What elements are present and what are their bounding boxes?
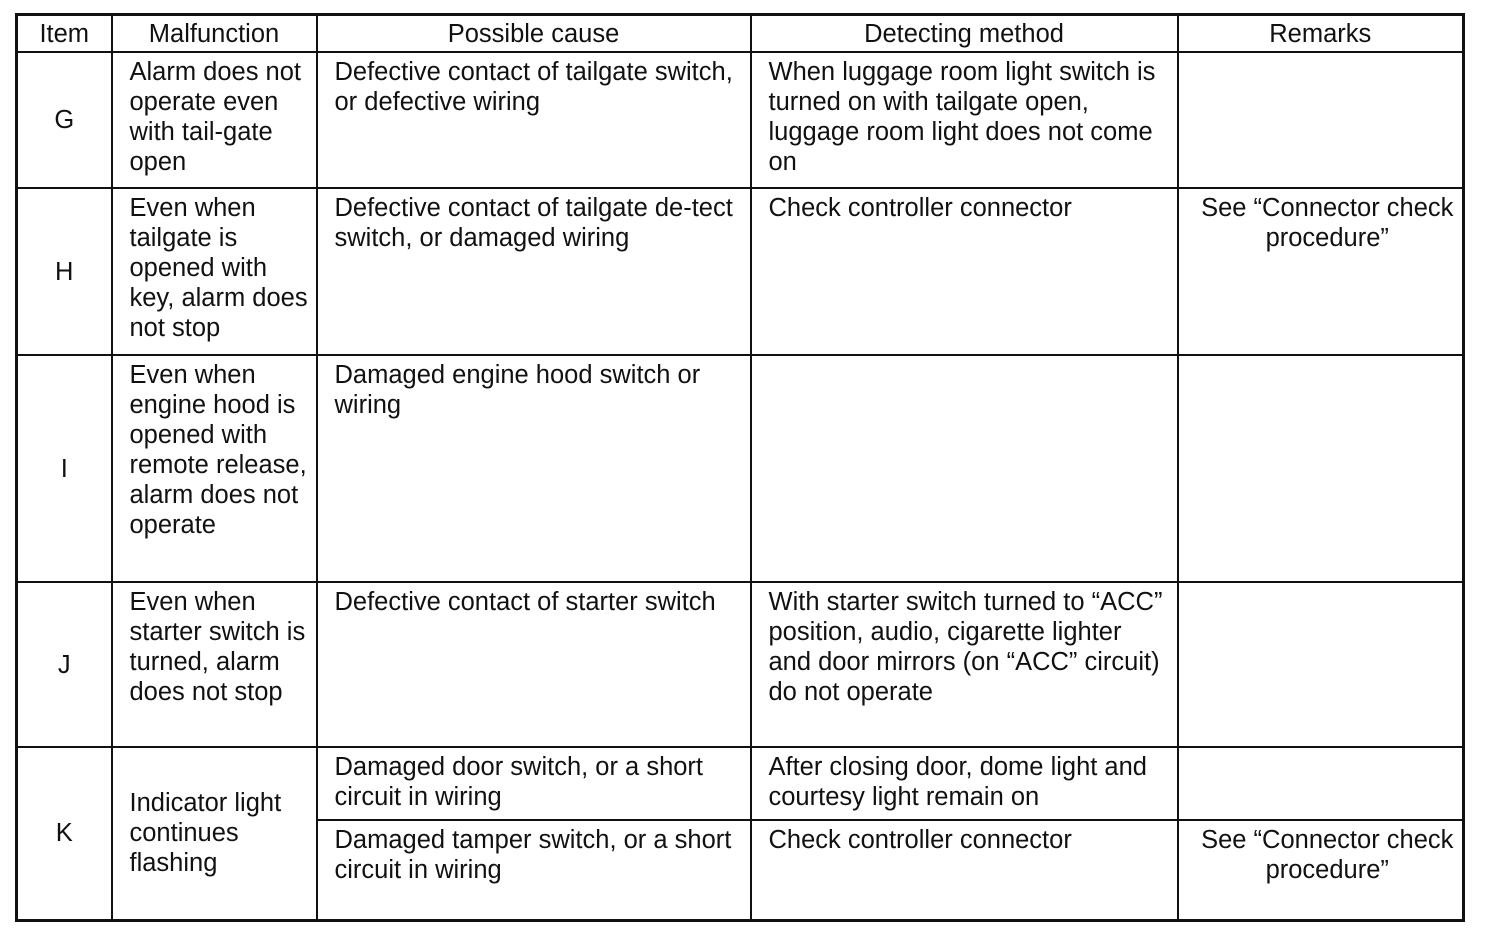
remarks-cell: See “Connector check procedure” — [1178, 188, 1464, 355]
method-cell: After closing door, dome light and courtesy light remain on — [751, 747, 1178, 820]
remarks-cell — [1178, 747, 1464, 820]
item-cell: I — [17, 355, 112, 582]
malfunction-cell: Even when engine hood is opened with remote release, alarm does not operate — [112, 355, 317, 582]
cause-cell: Defective contact of tailgate de-tect switch, or damaged wiring — [317, 188, 751, 355]
header-detecting-method: Detecting method — [751, 15, 1178, 53]
header-possible-cause: Possible cause — [317, 15, 751, 53]
method-cell — [751, 355, 1178, 582]
remarks-cell — [1178, 52, 1464, 188]
malfunction-cell: Indicator light continues flashing — [112, 747, 317, 921]
method-cell: When luggage room light switch is turned on with tailgate open, luggage room light does not come on — [751, 52, 1178, 188]
cause-cell: Damaged engine hood switch or wiring — [317, 355, 751, 582]
troubleshooting-table — [15, 13, 1465, 922]
remarks-cell — [1178, 582, 1464, 746]
method-cell: With starter switch turned to “ACC” position, audio, cigarette lighter and door mirrors (on “ACC” circuit) do not operate — [751, 582, 1178, 746]
malfunction-cell: Even when tailgate is opened with key, alarm does not stop — [112, 188, 317, 355]
item-cell: H — [17, 188, 112, 355]
remarks-cell — [1178, 355, 1464, 582]
table-row-h — [17, 188, 1464, 355]
cause-cell: Damaged tamper switch, or a short circuit in wiring — [317, 820, 751, 921]
item-cell: G — [17, 52, 112, 188]
item-cell: J — [17, 582, 112, 746]
method-cell: Check controller connector — [751, 188, 1178, 355]
table-row-j — [17, 582, 1464, 746]
malfunction-cell: Even when starter switch is turned, alarm does not stop — [112, 582, 317, 746]
header-malfunction: Malfunction — [112, 15, 317, 53]
malfunction-cell: Alarm does not operate even with tail-gate open — [112, 52, 317, 188]
remarks-cell: See “Connector check procedure” — [1178, 820, 1464, 921]
method-cell: Check controller connector — [751, 820, 1178, 921]
table-row-k — [17, 747, 1464, 820]
header-row — [17, 15, 1464, 53]
table-row-g — [17, 52, 1464, 188]
table-row-i — [17, 355, 1464, 582]
cause-cell: Defective contact of starter switch — [317, 582, 751, 746]
item-cell: K — [17, 747, 112, 921]
header-item: Item — [17, 15, 112, 53]
header-remarks: Remarks — [1178, 15, 1464, 53]
cause-cell: Damaged door switch, or a short circuit in wiring — [317, 747, 751, 820]
cause-cell: Defective contact of tailgate switch, or defective wiring — [317, 52, 751, 188]
